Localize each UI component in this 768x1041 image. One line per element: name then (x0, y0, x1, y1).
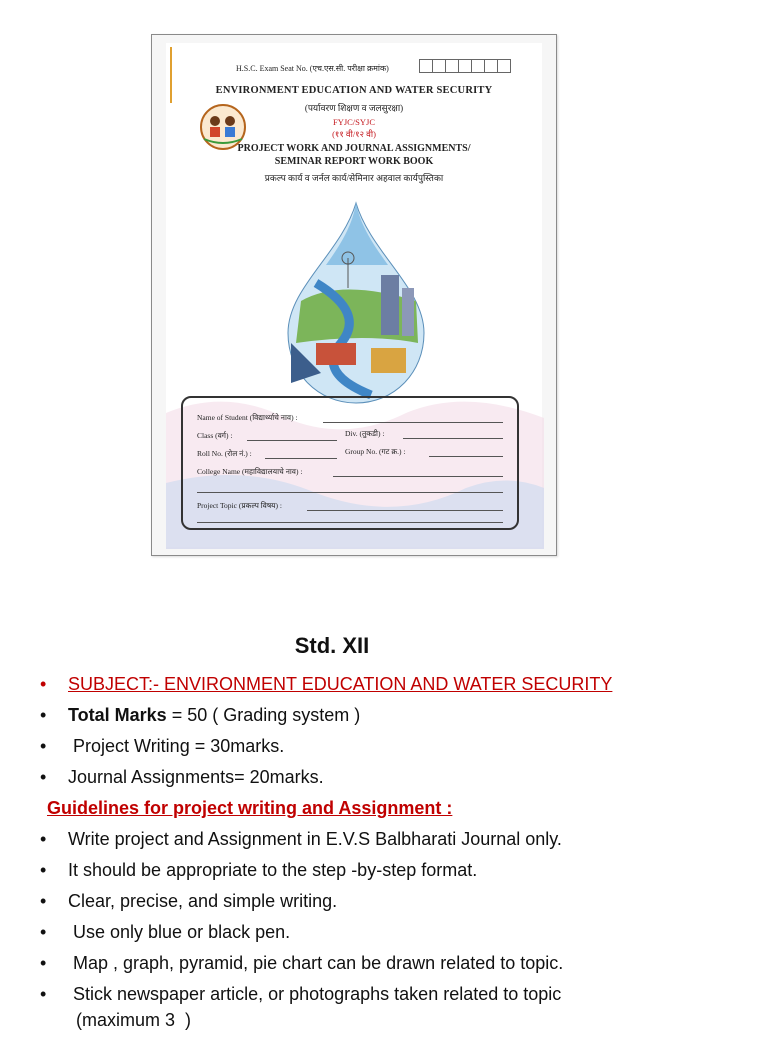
journal-assignments-text: Journal Assignments= 20marks. (68, 767, 324, 787)
bullet: • (40, 674, 47, 694)
seat-number-boxes (420, 59, 511, 73)
total-marks-value: = 50 ( Grading system ) (166, 705, 361, 725)
form-college-label: College Name (महाविद्यालयाचे नाव) : (197, 467, 303, 476)
bullet: • (40, 736, 47, 756)
bullet: • (40, 829, 47, 849)
form-roll-line (265, 458, 337, 459)
guideline-text: Write project and Assignment in E.V.S Balbharati Journal only. (68, 829, 562, 849)
bullet: • (40, 984, 47, 1004)
form-college-line-2 (197, 492, 503, 493)
bullet: • (40, 860, 47, 880)
cover-class-english: FYJC/SYJC (332, 117, 376, 127)
form-div-line (403, 438, 503, 439)
bullet: • (40, 767, 47, 787)
std-heading: Std. XII (294, 633, 370, 658)
guideline-text: Clear, precise, and simple writing. (68, 891, 338, 911)
form-group-line (429, 456, 503, 457)
form-name-label: Name of Student (विद्यार्थ्याचे नाव) : (197, 413, 298, 422)
bullet: • (40, 705, 47, 725)
bullet: • (40, 953, 47, 973)
guideline-text: Map , graph, pyramid, pie chart can be drawn related to topic. (68, 953, 564, 973)
guideline-text: It should be appropriate to the step -by-step format. (68, 860, 478, 880)
cover-page (166, 43, 542, 547)
form-roll-label: Roll No. (रोल नं.) : (197, 449, 252, 458)
guideline-continuation-text: (maximum 3 ) (76, 1010, 192, 1030)
form-class-line (247, 440, 337, 441)
guidelines-heading: Guidelines for project writing and Assignment : (47, 798, 453, 818)
form-div-label: Div. (तुकडी) : (345, 429, 385, 438)
seat-number-label: H.S.C. Exam Seat No. (एच.एस.सी. परीक्षा क्रमांक) (236, 64, 389, 73)
cover-title-marathi: (पर्यावरण शिक्षण व जलसुरक्षा) (304, 103, 404, 113)
workbook-cover-photo (151, 34, 557, 556)
student-details-form (181, 396, 519, 530)
water-drop-illustration (288, 203, 424, 403)
form-topic-label: Project Topic (प्रकल्प विषय) : (197, 501, 282, 510)
form-class-label: Class (वर्ग) : (197, 431, 233, 440)
project-writing-text: Project Writing = 30marks. (68, 736, 285, 756)
guideline-text: Use only blue or black pen. (68, 922, 291, 942)
form-topic-line-2 (197, 522, 503, 523)
subject-text: SUBJECT:- ENVIRONMENT EDUCATION AND WATER SECURITY (68, 674, 613, 694)
form-name-line (323, 422, 503, 423)
total-marks-label: Total Marks (68, 705, 167, 725)
cover-title: ENVIRONMENT EDUCATION AND WATER SECURITY (215, 85, 493, 96)
cover-workbook-line2: SEMINAR REPORT WORK BOOK (274, 156, 434, 167)
form-college-line (333, 476, 503, 477)
bullet: • (40, 922, 47, 942)
cover-workbook-marathi: प्रकल्प कार्य व जर्नल कार्य/सेमिनार अहवाल कार्यपुस्तिका (264, 173, 444, 183)
form-topic-line (307, 510, 503, 511)
form-group-label: Group No. (गट क्र.) : (345, 447, 406, 456)
bullet: • (40, 891, 47, 911)
cover-workbook-line1: PROJECT WORK AND JOURNAL ASSIGNMENTS/ (237, 143, 471, 154)
guideline-text: Stick newspaper article, or photographs taken related to topic (68, 984, 562, 1004)
cover-class-marathi: (११ वी/१२ वी) (332, 129, 376, 139)
